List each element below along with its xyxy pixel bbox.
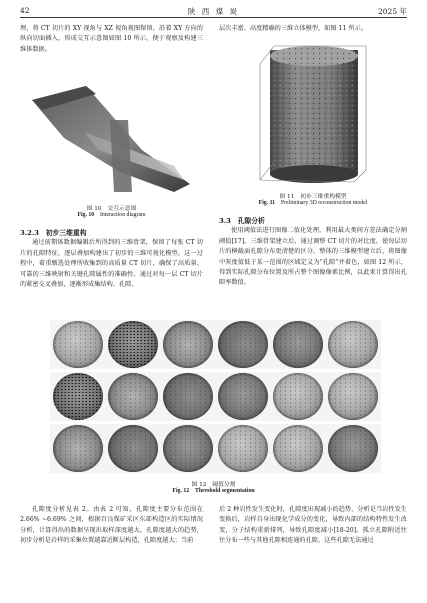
intro-paragraph: 理，将 CT 切片的 XY 视角与 XZ 视角视图保留，沿着 XY 方向的纵向切面插入，形成交互示意图如图 10 所示，便于观察及构建三维体数据。 bbox=[20, 25, 203, 53]
segmentation-panel bbox=[160, 320, 216, 369]
ct-slice-image bbox=[53, 321, 103, 368]
ct-slice-image bbox=[328, 321, 378, 368]
pore-analysis-paragraph: 使用阈值法进行图像二值化处理，利用最大类间方差法确定分割阈值[17]。三维骨架建立后，通过调整 CT 切片的对比度，使每层切片的横截面孔隙分布更清楚的区分，整体的三维模型建立后，将图像中灰度值低于某一范围的区域定义为“孔隙”并着色，如图 12 所示，得到实际孔隙分布位置及所占整个图像像素比例，以此来计算得出孔隙率数值。 bbox=[219, 227, 407, 287]
fig10-label: Fig. 10 bbox=[77, 212, 95, 218]
fig11-label: Fig. 11 bbox=[258, 200, 276, 206]
fig11-caption-en bbox=[219, 200, 407, 206]
segmentation-panel bbox=[160, 424, 216, 473]
ct-slice-image bbox=[108, 321, 158, 368]
segmentation-panel bbox=[215, 372, 271, 421]
fig12-title: Threshold segmentation bbox=[194, 488, 255, 494]
fig11-title: Preliminary 3D reconstruction model bbox=[280, 200, 368, 206]
segmentation-panel bbox=[270, 372, 326, 421]
segmentation-panel bbox=[215, 320, 271, 369]
running-header bbox=[20, 4, 407, 18]
segmentation-panel bbox=[215, 424, 271, 473]
segmentation-panel bbox=[50, 320, 106, 369]
ct-slice-image bbox=[273, 321, 323, 368]
porosity-paragraph: 孔隙度分析见表 2。由表 2 可知，孔隙度主要分布范围在 2.66% ~6.69% 之间，根据百良煤矿采区东部构造区的实际情况分析，计算得出的数据呈现出取样深度越大，孔隙度越大的趋势，初步分析是岩样的采集位置越靠近断层构造，孔隙度越大；当前 bbox=[20, 506, 203, 545]
segmentation-panel bbox=[105, 424, 161, 473]
right-section-text bbox=[219, 216, 407, 289]
lithology-paragraph: 后 2 种岩性发生变化时，孔隙度出现减小的趋势，分析是当岩性发生变换后，岩样自身出现化学成分的变化，导致内部的结构特性发生改变，分子结构重新排列，导致孔隙度减小[18-20]。孤立孔隙附近往往分布一些与其他孔隙相连通的孔隙，这些孔隙无法通过 bbox=[219, 506, 407, 545]
segmentation-panel bbox=[325, 424, 381, 473]
ct-slice-image bbox=[163, 425, 213, 472]
segmentation-panel bbox=[325, 320, 381, 369]
ct-slice-image bbox=[328, 373, 378, 420]
ct-slice-image bbox=[328, 425, 378, 472]
fig12-caption-en bbox=[20, 488, 407, 494]
fig12-label: Fig. 12 bbox=[172, 488, 190, 494]
ct-slice-image bbox=[218, 373, 268, 420]
right-intro-text bbox=[219, 24, 407, 34]
fig12-caption-cn: 图 12 阈值分割 bbox=[191, 482, 236, 488]
bottom-right-text bbox=[219, 505, 407, 547]
ct-slice-image bbox=[273, 425, 323, 472]
fig10-caption-cn: 图 10 交互示意图 bbox=[86, 206, 137, 212]
journal-name: 陕 西 煤 炭 bbox=[187, 7, 240, 16]
segmentation-panel bbox=[105, 320, 161, 369]
reconstruction-paragraph: 通过前期体数据编辑后所得到的三维骨架，保留了每张 CT 切片的孔隙特征，逐层叠加构建出了初步的三维可视化模型。这一过程中，着重甄选处理所收集到的高质量 CT 切片，确保了高质量、可靠的三维映射和关键孔隙属性的准确性。通过对每一层 CT 切片的紧密交叉叠加，逐渐形成集结构、孔隙、 bbox=[20, 239, 203, 289]
fig12-image-grid bbox=[50, 320, 380, 475]
fig11-image bbox=[258, 42, 370, 186]
journal-year: 2025 年 bbox=[378, 7, 407, 16]
fig11-caption-cn: 图 11 初步三维重构模型 bbox=[279, 194, 347, 200]
ct-slice-image bbox=[53, 373, 103, 420]
segmentation-panel bbox=[325, 372, 381, 421]
ct-slice-image bbox=[163, 321, 213, 368]
ct-slice-image bbox=[218, 425, 268, 472]
segmentation-panel bbox=[270, 320, 326, 369]
fig10-title: Interaction diagram bbox=[99, 212, 146, 218]
ct-slice-image bbox=[218, 321, 268, 368]
left-intro-text bbox=[20, 24, 203, 55]
ct-slice-image bbox=[53, 425, 103, 472]
fig10-image bbox=[24, 80, 200, 198]
segmentation-panel bbox=[50, 372, 106, 421]
fig10-caption-en bbox=[20, 212, 203, 218]
ct-slice-image bbox=[108, 425, 158, 472]
segmentation-panel bbox=[50, 424, 106, 473]
segmentation-panel bbox=[105, 372, 161, 421]
segmentation-panel bbox=[160, 372, 216, 421]
page-number: 42 bbox=[20, 6, 30, 15]
ct-slice-image bbox=[273, 373, 323, 420]
section-3-3-title: 3.3 孔隙分析 bbox=[219, 217, 265, 225]
ct-slice-image bbox=[108, 373, 158, 420]
left-section-text bbox=[20, 228, 203, 290]
continued-paragraph: 层次丰富、高度精确的三维立体模型，如图 11 所示。 bbox=[219, 25, 367, 32]
segmentation-panel bbox=[270, 424, 326, 473]
ct-slice-image bbox=[163, 373, 213, 420]
bottom-left-text bbox=[20, 505, 203, 547]
section-3-2-3-title: 3.2.3 初步三维重构 bbox=[20, 229, 87, 237]
